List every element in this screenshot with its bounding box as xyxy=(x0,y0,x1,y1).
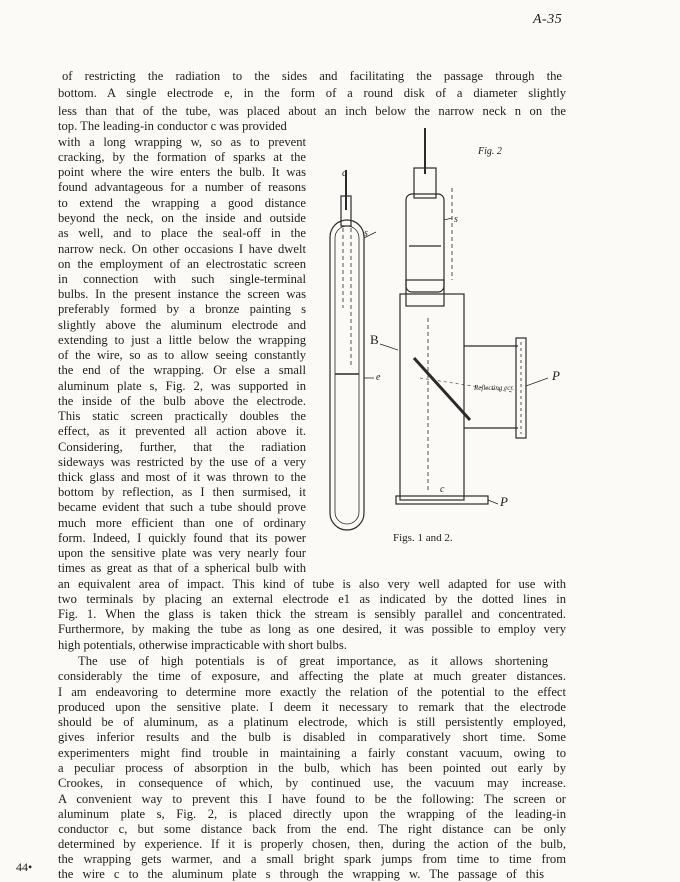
body-line: produced upon the sensitive plate. I deem it necessary to remark that the electrode xyxy=(58,700,566,714)
fig1-label-s: s xyxy=(364,228,368,239)
fig2-plate-holder xyxy=(406,280,444,306)
body-line: upon the sensitive plate was very nearly four xyxy=(58,546,306,560)
body-line: preferably formed by a bronze painting s xyxy=(58,302,306,316)
fig2-label-p-right: P xyxy=(552,368,560,383)
fig2-plate-text: Reflecting ecr. xyxy=(474,384,515,392)
body-line: The use of high potentials is of great importance, as it allows shortening xyxy=(78,654,548,668)
body-line: less than that of the tube, was placed about an inch below the narrow neck n on the xyxy=(58,104,566,118)
body-line: times as great as that of a spherical bulb with xyxy=(58,561,306,575)
body-line: the inside of the bulb above the electrode. xyxy=(58,394,306,408)
body-line: point where the wire enters the bulb. It was xyxy=(58,165,306,179)
body-line: bottom. A single electrode e, in the form of a round disk of a diameter slightly xyxy=(58,86,566,100)
fig2-label-s: s xyxy=(454,214,458,225)
body-line: should be of aluminum, as a platinum electrode, which is still persistently employed, xyxy=(58,715,566,729)
body-line: of the wire, so as to allow seeing constantly xyxy=(58,348,306,362)
body-line: cracking, by the formation of sparks at the xyxy=(58,150,306,164)
body-line: with a long wrapping w, so as to prevent xyxy=(58,135,306,149)
body-line: bulbs. In the present instance the screen was xyxy=(58,287,306,301)
body-line: conductor c, but some distance back from the end. The right distance can be only xyxy=(58,822,566,836)
figure-drawing xyxy=(318,128,580,548)
fig2-bulb xyxy=(406,194,444,292)
body-line: to extend the wrapping a good distance xyxy=(58,196,306,210)
body-line: a peculiar process of absorption in the bulb, which has been pointed out early by xyxy=(58,761,566,775)
body-line: two terminals by placing an external electrode e1 as indicated by the dotted lines in xyxy=(58,592,566,606)
body-line: much more efficient than one of ordinary xyxy=(58,516,306,530)
body-line: This static screen practically doubles the xyxy=(58,409,306,423)
fig1-label-e: e xyxy=(376,372,381,383)
body-line: high potentials, otherwise impracticable with short bulbs. xyxy=(58,638,347,652)
body-line: top. The leading-in conductor c was provided xyxy=(58,119,287,133)
body-line: aluminum plate s, Fig. 2, is placed directly upon the wrapping of the leading-in xyxy=(58,807,566,821)
fig1-inner-tube xyxy=(335,226,359,524)
body-line: thick glass and most of it was thrown to the xyxy=(58,470,306,484)
body-line: considerably the time of exposure, and affecting the plate at much greater distances. xyxy=(58,669,566,683)
body-line: A convenient way to prevent this I have found to be the following: The screen or xyxy=(58,792,566,806)
body-line: the wrapping gets warmer, and a small bright spark jumps from time to time from xyxy=(58,852,566,866)
body-line: as well, and to place the seal-off in the xyxy=(58,226,306,240)
body-line: aluminum plate s, Fig. 2, was supported in xyxy=(58,379,306,393)
fig2-chamber xyxy=(400,294,464,500)
body-line: effect, as it prevented all action above it. xyxy=(58,424,306,438)
body-line: the wire c to the aluminum plate s through the wrapping w. The passage of this xyxy=(58,867,544,881)
figure-caption: Figs. 1 and 2. xyxy=(393,532,453,544)
fig2-reflector xyxy=(414,358,470,420)
body-line: Crookes, in consequence of which, by continued use, the vacuum may increase. xyxy=(58,776,566,790)
body-line: an equivalent area of impact. This kind of tube is also very well adapted for use with xyxy=(58,577,566,591)
body-line: form. Indeed, I quickly found that its power xyxy=(58,531,306,545)
body-line: found advantageous for a number of reasons xyxy=(58,180,306,194)
body-line: determined by experience. If it is properly chosen, then, during the action of the bulb, xyxy=(58,837,566,851)
fig2-label: Fig. 2 xyxy=(478,146,502,157)
body-line: the end of the wrapping. Or else a small xyxy=(58,363,306,377)
body-line: became evident that such a tube should prove xyxy=(58,500,306,514)
body-line: Considering, further, that the radiation xyxy=(58,440,306,454)
body-line: gives inferior results and the bulb is disabled in comparatively short time. Some xyxy=(58,730,566,744)
body-line: narrow neck. On other occasions I have dwelt xyxy=(58,242,306,256)
fig2-label-c: c xyxy=(440,484,445,495)
body-line: I am endeavoring to determine more exactly the relation of the potential to the effect xyxy=(58,685,566,699)
page-number: 44• xyxy=(16,860,33,874)
fig2-label-p-bottom: P xyxy=(500,494,508,509)
body-line: on the employment of an electrostatic screen xyxy=(58,257,306,271)
body-line: in connection with such single-terminal xyxy=(58,272,306,286)
body-line: Furthermore, by making the tube as long as one desired, it was possible to employ very xyxy=(58,622,566,636)
body-line: extending to just a little below the wrapping xyxy=(58,333,306,347)
fig1-label-c: c xyxy=(342,168,347,179)
body-line: bottom by reflection, as I then surmised, it xyxy=(58,485,306,499)
body-line: beyond the neck, on the inside and outside xyxy=(58,211,306,225)
figure-illustration xyxy=(318,128,580,548)
page-header-reference: A-35 xyxy=(533,12,563,27)
body-line: of restricting the radiation to the sides and facilitating the passage through the xyxy=(62,69,562,83)
body-line: slightly above the aluminum electrode and xyxy=(58,318,306,332)
body-line: sideways was restricted by the use of a very xyxy=(58,455,306,469)
body-line: experimenters might find trouble in maintaining a fairly constant vacuum, owing to xyxy=(58,746,566,760)
body-line: Fig. 1. When the glass is taken thick the stream is sensibly parallel and concentrated. xyxy=(58,607,566,621)
fig2-label-b: B xyxy=(370,332,379,347)
